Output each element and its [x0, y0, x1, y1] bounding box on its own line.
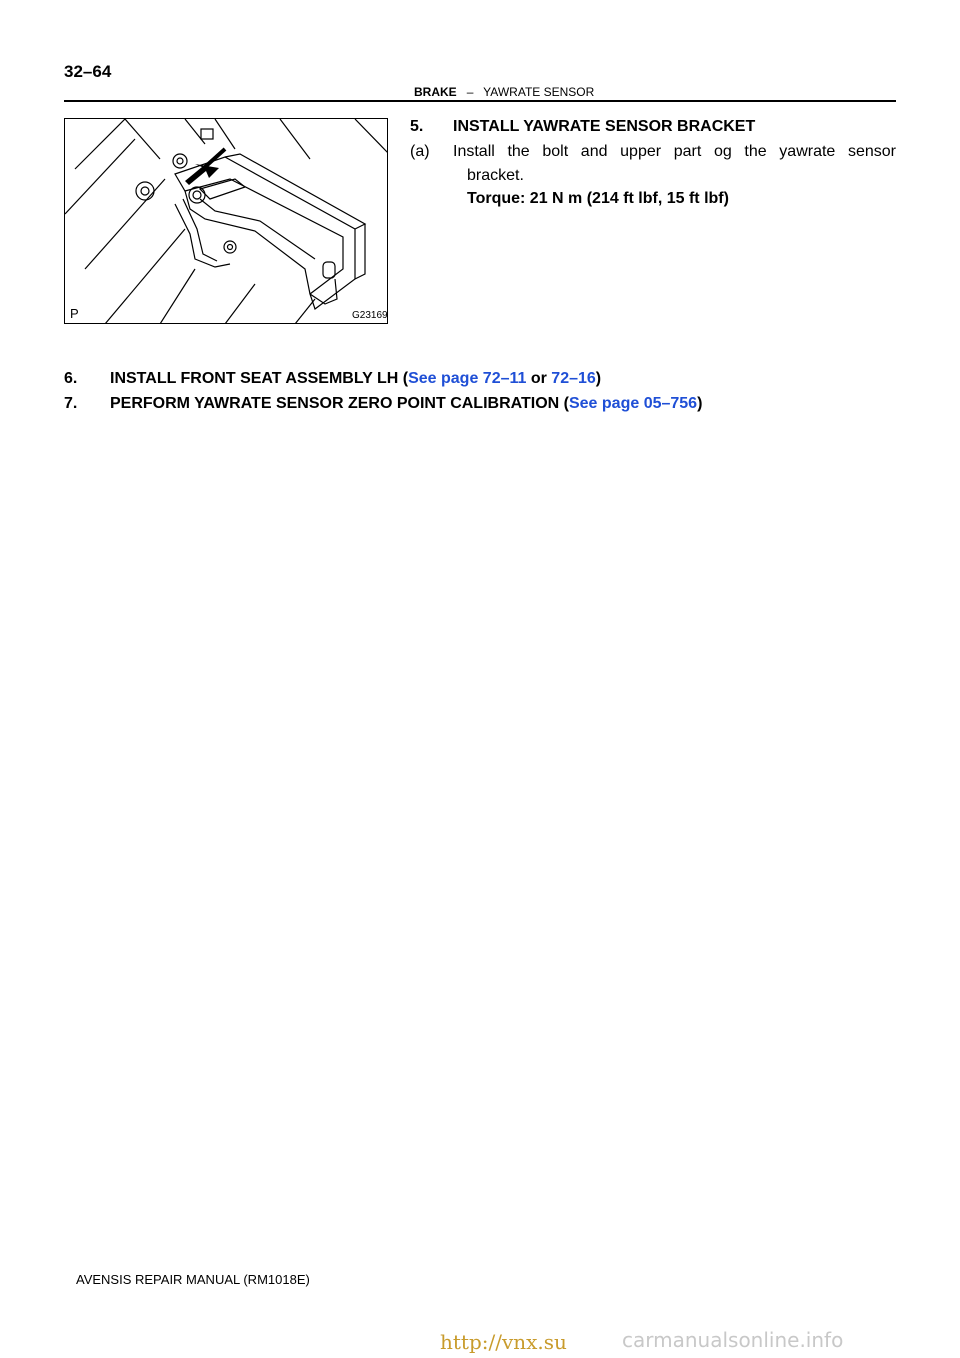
footer-manual: AVENSIS REPAIR MANUAL (RM1018E) — [76, 1272, 310, 1287]
step5-title: INSTALL YAWRATE SENSOR BRACKET — [453, 118, 756, 135]
subsection-name: YAWRATE SENSOR — [483, 85, 595, 99]
figure-code: G23169 — [352, 310, 388, 321]
step6-number: 6. — [64, 370, 78, 387]
step7-text: PERFORM YAWRATE SENSOR ZERO POINT CALIBRATION ( — [110, 395, 569, 412]
step7-link-05-756[interactable]: See page 05–756 — [568, 395, 698, 412]
step7-close: ) — [697, 395, 703, 412]
step5-sub-a-line1: Install the bolt and upper part og the yawrate sensor — [453, 143, 896, 160]
step5-number: 5. — [410, 118, 424, 135]
watermark-vnx[interactable]: http://vnx.su — [440, 1330, 567, 1354]
section-header — [414, 85, 594, 99]
illustration-figure — [64, 118, 388, 324]
section-name: BRAKE — [414, 85, 457, 99]
step5-sub-a-line2: bracket. — [467, 167, 524, 184]
header-rule — [64, 100, 896, 102]
step6-close: ) — [595, 370, 602, 387]
figure-corner-mark: P — [70, 306, 79, 321]
step6-link-72-16[interactable]: 72–16 — [551, 370, 596, 387]
step6-or: or — [526, 370, 552, 387]
watermark-carmanuals[interactable]: carmanualsonline.info — [622, 1328, 844, 1352]
step5-sub-a-label: (a) — [410, 143, 430, 160]
bracket-illustration — [65, 119, 388, 324]
step7-line — [110, 395, 702, 413]
step6-link-72-11[interactable]: See page 72–11 — [408, 370, 527, 387]
page-number: 32–64 — [64, 62, 112, 81]
step6-line — [110, 370, 601, 388]
step7-number: 7. — [64, 395, 78, 412]
step5-torque: Torque: 21 N m (214 ft lbf, 15 ft lbf) — [467, 190, 729, 207]
step6-text: INSTALL FRONT SEAT ASSEMBLY LH ( — [110, 370, 409, 387]
section-separator: – — [466, 85, 474, 99]
